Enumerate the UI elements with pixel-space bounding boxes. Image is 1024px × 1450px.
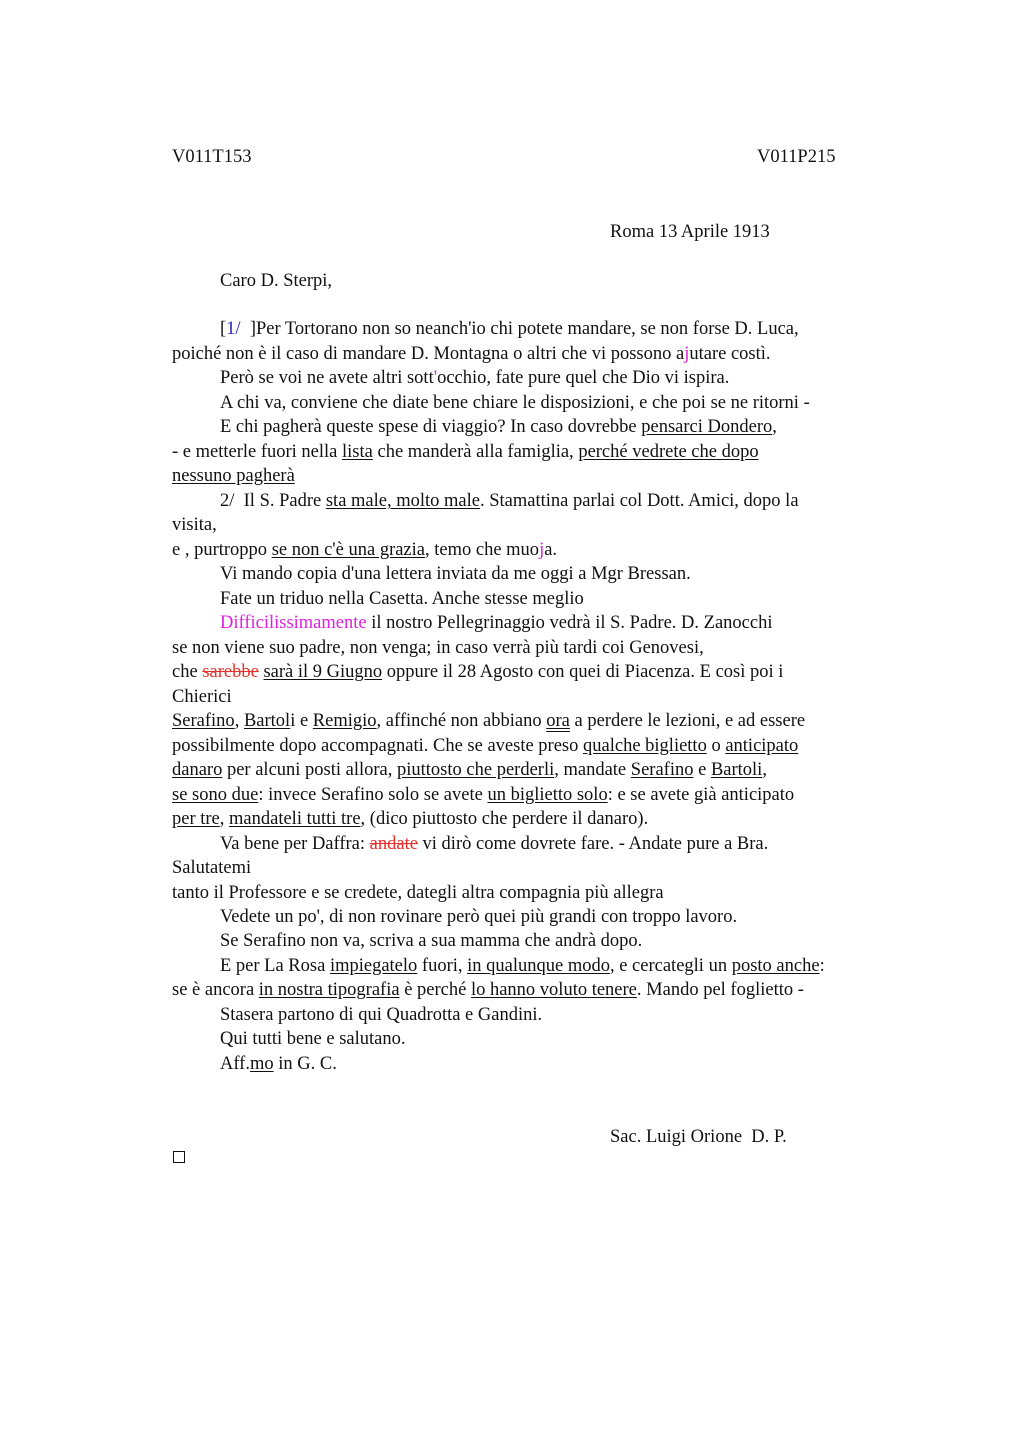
- text-line: Aff.mo in G. C.: [220, 1054, 337, 1074]
- empty-checkbox-icon: [173, 1151, 185, 1163]
- text-line: che sarebbe sarà il 9 Giugno oppure il 28 Agosto con quei di Piacenza. E così poi i: [172, 662, 784, 682]
- text-line: se non viene suo padre, non venga; in caso verrà più tardi coi Genovesi,: [172, 638, 704, 658]
- text-line: Vi mando copia d'una lettera inviata da me oggi a Mgr Bressan.: [220, 564, 691, 584]
- text-line: Stasera partono di qui Quadrotta e Gandini.: [220, 1005, 543, 1025]
- text-line: Va bene per Daffra: andate vi dirò come dovrete fare. - Andate pure a Bra.: [220, 834, 769, 854]
- text-line: nessuno pagherà: [172, 466, 295, 486]
- letter-date: Roma 13 Aprile 1913: [610, 222, 770, 242]
- text-line: poiché non è il caso di mandare D. Montagna o altri che vi possono ajutare costì.: [172, 344, 771, 364]
- text-line: se è ancora in nostra tipografia è perché lo hanno voluto tenere. Mando pel foglietto -: [172, 980, 804, 1000]
- text-line: tanto il Professore e se credete, dategli altra compagnia più allegra: [172, 883, 664, 903]
- text-line: visita,: [172, 515, 217, 535]
- salutation: Caro D. Sterpi,: [220, 271, 333, 291]
- text-line: Salutatemi: [172, 858, 252, 878]
- document-code-right: V011P215: [757, 147, 836, 167]
- text-line: Però se voi ne avete altri sott'occhio, fate pure quel che Dio vi ispira.: [220, 368, 730, 388]
- text-line: E chi pagherà queste spese di viaggio? In caso dovrebbe pensarci Dondero,: [220, 417, 777, 437]
- text-line: Fate un triduo nella Casetta. Anche stesse meglio: [220, 589, 584, 609]
- text-line: A chi va, conviene che diate bene chiare le disposizioni, e che poi se ne ritorni -: [220, 393, 810, 413]
- text-line: Serafino, Bartoli e Remigio, affinché non abbiano ora a perdere le lezioni, e ad essere: [172, 711, 806, 731]
- text-line: [1/ ]Per Tortorano non so neanch'io chi potete mandare, se non forse D. Luca,: [220, 319, 799, 339]
- text-line: danaro per alcuni posti allora, piuttosto che perderli, mandate Serafino e Bartoli,: [172, 760, 767, 780]
- text-line: - e metterle fuori nella lista che manderà alla famiglia, perché vedrete che dopo: [172, 442, 759, 462]
- text-line: Chierici: [172, 687, 232, 707]
- text-line: possibilmente dopo accompagnati. Che se aveste preso qualche biglietto o anticipato: [172, 736, 799, 756]
- text-line: Difficilissimamente il nostro Pellegrinaggio vedrà il S. Padre. D. Zanocchi: [220, 613, 773, 633]
- text-line: E per La Rosa impiegatelo fuori, in qualunque modo, e cercategli un posto anche:: [220, 956, 825, 976]
- text-line: Qui tutti bene e salutano.: [220, 1029, 406, 1049]
- text-line: Vedete un po', di non rovinare però quei più grandi con troppo lavoro.: [220, 907, 738, 927]
- text-line: e , purtroppo se non c'è una grazia, temo che muoja.: [172, 540, 558, 560]
- text-line: 2/ Il S. Padre sta male, molto male. Stamattina parlai col Dott. Amici, dopo la: [220, 491, 799, 511]
- signature: Sac. Luigi Orione D. P.: [610, 1127, 787, 1147]
- text-line: Se Serafino non va, scriva a sua mamma che andrà dopo.: [220, 931, 643, 951]
- text-line: per tre, mandateli tutti tre, (dico piuttosto che perdere il danaro).: [172, 809, 649, 829]
- text-line: se sono due: invece Serafino solo se avete un biglietto solo: e se avete già anticipato: [172, 785, 795, 805]
- document-code-left: V011T153: [172, 147, 252, 167]
